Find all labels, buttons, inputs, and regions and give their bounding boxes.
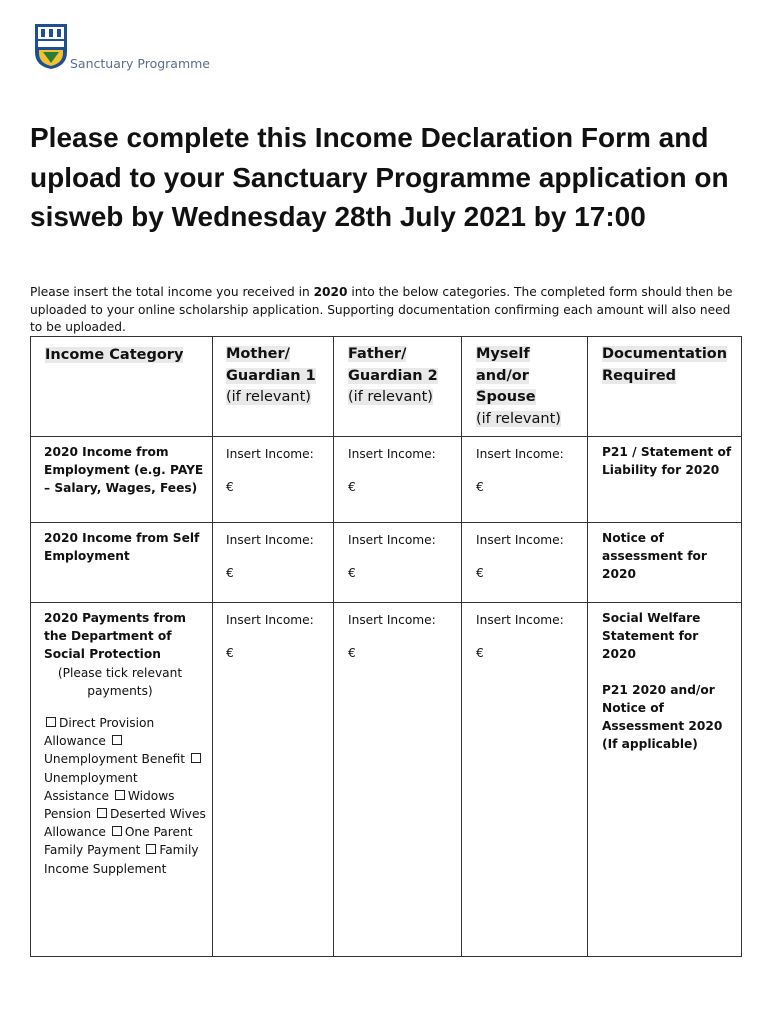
euro-symbol: € xyxy=(476,480,484,494)
checkbox-icon xyxy=(115,790,125,800)
payment-options xyxy=(44,714,206,878)
header-myself-line2: and/or xyxy=(476,367,529,384)
row2-category xyxy=(31,523,213,603)
euro-symbol: € xyxy=(226,480,234,494)
option-label: Direct Provision Allowance xyxy=(44,716,155,749)
programme-name: Sanctuary Programme xyxy=(70,56,210,71)
row3-category-label: 2020 Payments from the Department of Social Protection xyxy=(44,611,186,662)
header-father-note: (if relevant) xyxy=(348,389,433,405)
option-label: Family Income Supplement xyxy=(44,843,199,876)
header-father-line2: Guardian 2 xyxy=(348,367,438,384)
insert-income-label: Insert Income: xyxy=(476,533,564,547)
option-label: Unemployment Assistance xyxy=(44,770,138,803)
header-income-category xyxy=(31,337,213,437)
income-declaration-table xyxy=(30,336,742,957)
row2-myself-income[interactable] xyxy=(462,523,588,603)
row2-category-label: 2020 Income from Self Employment xyxy=(44,531,200,564)
insert-income-label: Insert Income: xyxy=(476,447,564,461)
checkbox-icon xyxy=(46,717,56,727)
table-row xyxy=(31,603,742,957)
row1-documentation xyxy=(588,437,742,523)
row3-myself-income[interactable] xyxy=(462,603,588,957)
euro-symbol: € xyxy=(476,646,484,660)
insert-income-label: Insert Income: xyxy=(226,447,314,461)
header-mother-line2: Guardian 1 xyxy=(226,367,316,384)
row3-note: (Please tick relevant payments) xyxy=(57,665,183,698)
row3-category xyxy=(31,603,213,957)
row3-father-income[interactable] xyxy=(334,603,462,957)
option-label: One Parent Family Payment xyxy=(44,825,193,858)
checkbox-icon xyxy=(112,826,122,836)
row3-mother-income[interactable] xyxy=(213,603,334,957)
header-father-line1: Father/ xyxy=(348,346,407,362)
header-myself xyxy=(462,337,588,437)
insert-income-label: Insert Income: xyxy=(348,447,436,461)
euro-symbol: € xyxy=(226,566,234,580)
row1-mother-income[interactable] xyxy=(213,437,334,523)
checkbox-icon xyxy=(191,753,201,763)
header-mother xyxy=(213,337,334,437)
insert-income-label: Insert Income: xyxy=(226,613,314,627)
intro-paragraph xyxy=(30,284,745,337)
insert-income-label: Insert Income: xyxy=(226,533,314,547)
row1-category xyxy=(31,437,213,523)
header-myself-note: (if relevant) xyxy=(476,410,561,427)
checkbox-icon xyxy=(112,735,122,745)
checkbox-direct-provision[interactable] xyxy=(44,716,154,748)
euro-symbol: € xyxy=(348,566,356,580)
checkbox-icon xyxy=(146,844,156,854)
header-mother-line1: Mother/ xyxy=(226,346,290,362)
row2-documentation xyxy=(588,523,742,603)
row1-myself-income[interactable] xyxy=(462,437,588,523)
insert-income-label: Insert Income: xyxy=(348,613,436,627)
option-label: Deserted Wives Allowance xyxy=(44,807,206,840)
checkbox-icon xyxy=(97,808,107,818)
header-myself-line1: Myself xyxy=(476,346,530,362)
euro-symbol: € xyxy=(348,646,356,660)
intro-text-2: into the below categories. The completed form should then be uploaded to your online scholarship application. Supporting documentation confirming each amount will also need to be uploaded. xyxy=(30,285,733,334)
row2-father-income[interactable] xyxy=(334,523,462,603)
insert-income-label: Insert Income: xyxy=(476,613,564,627)
row1-doc-text: P21 / Statement of Liability for 2020 xyxy=(602,445,732,478)
euro-symbol: € xyxy=(476,566,484,580)
intro-year: 2020 xyxy=(313,285,348,299)
row3-doc-text: Social Welfare Statement for 2020 xyxy=(602,611,701,662)
option-label: Unemployment Benefit xyxy=(44,752,186,767)
row2-mother-income[interactable] xyxy=(213,523,334,603)
row1-category-label: 2020 Income from Employment (e.g. PAYE – Salary, Wages, Fees) xyxy=(44,445,204,496)
page-title: Please complete this Income Declaration Form and upload to your Sanctuary Programme application on sisweb by Wednesday 28th July 2021 by 17:00 xyxy=(30,122,729,232)
header-documentation xyxy=(588,337,742,437)
euro-symbol: € xyxy=(226,646,234,660)
intro-text-1: Please insert the total income you received in xyxy=(30,285,314,299)
header-myself-line3: Spouse xyxy=(476,389,536,405)
option-label: Widows Pension xyxy=(44,788,175,822)
row3-documentation xyxy=(588,603,742,957)
table-header-row xyxy=(31,337,742,437)
euro-symbol: € xyxy=(348,480,356,494)
row3-doc-text-2: P21 2020 and/or Notice of Assessment 2020 (If applicable) xyxy=(602,682,723,752)
header-father xyxy=(334,337,462,437)
header-doc-line2: Required xyxy=(602,367,677,384)
table-row xyxy=(31,523,742,603)
header-category-label: Income Category xyxy=(45,347,184,363)
row1-father-income[interactable] xyxy=(334,437,462,523)
header-doc-line1: Documentation xyxy=(602,346,728,362)
insert-income-label: Insert Income: xyxy=(348,533,436,547)
table-row xyxy=(31,437,742,523)
row2-doc-text: Notice of assessment for 2020 xyxy=(602,531,707,582)
header-mother-note: (if relevant) xyxy=(226,389,311,405)
ucd-crest-logo xyxy=(33,22,69,70)
